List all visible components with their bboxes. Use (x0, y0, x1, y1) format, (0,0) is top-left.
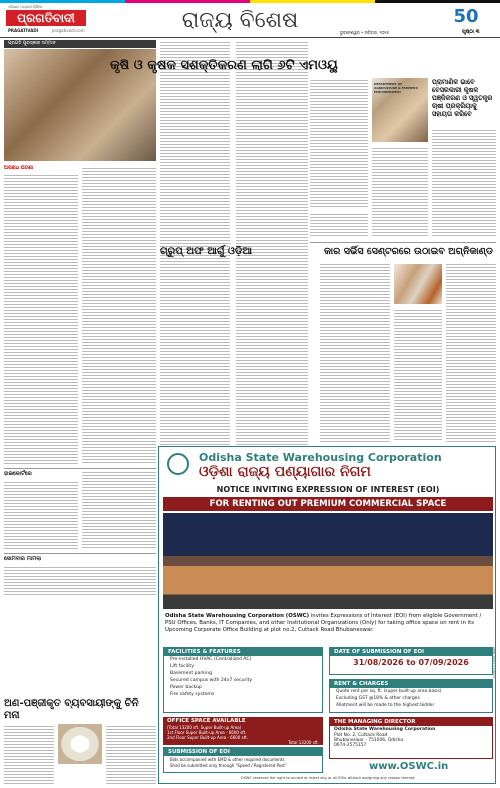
space-floor: 1st Floor (167, 730, 185, 735)
lead-text-b (432, 128, 496, 238)
logo[interactable]: ପ୍ରଗତିବାଦୀ (6, 10, 86, 26)
lead-banner: DEPARTMENT OF AGRICULTURE & FARMERS' EMPOWERMENT (374, 82, 419, 94)
facility-item: Basement parking (170, 671, 213, 676)
space-sub: (Total 13200 sft. Super Built-up Area) (167, 725, 242, 730)
lead-text-d (310, 212, 368, 238)
mid-photo (394, 264, 442, 304)
space-floor: 2nd Floor (167, 735, 186, 740)
ad-body-text: invites Expressions of Interest (EOI) from eligible Government / PSU Offices, Banks, IT Companies, and other Institutional Organizations (Only) for taking office space on rent in its Upcoming Corporate Office Building at plot no.2, Cuttack Road Bhubaneswar. (165, 613, 482, 633)
logo-url: pragativadi.com (52, 28, 85, 33)
submission-item: Bids accompanied with EMD & other required documents (170, 757, 285, 762)
facilities-box (163, 647, 323, 713)
date-range: 31/08/2026 to 07/09/2026 (353, 658, 469, 667)
bottom-text-1 (4, 724, 54, 784)
facility-item: Power backup (170, 685, 202, 690)
left-text-1 (4, 173, 78, 465)
md-line: Odisha State Warehousing Corporation (334, 727, 436, 732)
rent-box (329, 679, 493, 713)
photo-caption-bar: ପ୍ରଗତି ପୁରସ୍କାର ସମ୍ମାନ (4, 40, 156, 48)
date-title: DATE OF SUBMISSION OF EOI (330, 648, 492, 656)
center-text-1 (160, 40, 230, 495)
left-text-3 (4, 480, 78, 550)
subhead-1: ହାଇକୋର୍ଟରେ (4, 471, 32, 477)
section-title: ରାଜ୍ୟ ବିଶେଷ (181, 8, 299, 33)
website[interactable]: www.OSWC.in (369, 761, 449, 772)
facility-item: Secured campus with 24x7 security (170, 678, 253, 683)
md-line: Bhubaneswar - 751006, Odisha (334, 738, 404, 743)
facilities-title: FACILITIES & FEATURES (164, 648, 322, 656)
submission-box (163, 747, 323, 773)
rent-item: Quote rent per sq. ft. (super built-up area basis) (336, 689, 442, 694)
ad-body (165, 613, 491, 634)
mid-left-headline: ଗ୍ରୁପ୍ ଅଫ ଆର୍ଗୁ ଓଡ଼ିଆ (160, 246, 253, 257)
tagline: ଓଡ଼ିଶାର ଅଗ୍ରଣୀ ଦୈନିକ (8, 5, 42, 9)
space-total: 13200 sft. (298, 740, 319, 745)
space-total-label: Total (288, 740, 298, 745)
left-column (4, 40, 156, 730)
masthead (0, 4, 500, 38)
kicker: ଅପରାଧ ଘଟଣା (4, 165, 34, 171)
date-box (329, 647, 493, 675)
mid-text-4 (446, 262, 496, 442)
lead-text-a (310, 78, 368, 208)
bottom-photo (58, 724, 102, 764)
facility-item: Pre-installed HVAC (Centralized AC) (170, 657, 252, 662)
md-line: Plot No. 2, Cuttack Road (334, 733, 388, 738)
rent-title: RENT & CHARGES (330, 680, 492, 688)
notice-title: NOTICE INVITING EXPRESSION OF INTEREST (EOI) (216, 485, 440, 494)
rent-item: Allotment will be made to the highest bidder (336, 703, 435, 708)
lead-photo (372, 78, 428, 142)
center-text-2 (236, 40, 308, 495)
left-text-5 (4, 565, 156, 595)
banner: FOR RENTING OUT PREMIUM COMMERCIAL SPACE (163, 497, 493, 511)
anniversary-number: 50 (453, 6, 479, 27)
space-area: Super Built-up Area - 6600 sft. (185, 730, 247, 735)
space-area: Super Built-up Area - 6600 sft. (187, 735, 248, 740)
mid-text-2 (320, 262, 390, 442)
mid-divider-top (310, 242, 496, 243)
mid-text-3 (394, 308, 442, 442)
subhead-2: ସୋମବାର ମାମଲା (4, 556, 42, 562)
building-photo (163, 513, 493, 609)
bottom-text-2 (106, 724, 156, 784)
md-line: 0674-2575157 (334, 743, 367, 748)
left-text-2 (82, 166, 156, 465)
oswc-ad: Odisha State Warehousing Corporation ଓଡ଼ିଶା ରାଜ୍ୟ ପଣ୍ୟାଗାର ନିଗମ NOTICE INVITING EXPRESSION OF INTEREST (EOI) FOR RENTING OUT PREMIUM COMMERCIAL SPACE Odisha State Warehousing Corporation (OSWC) invites Expressions of Interest (EOI) from eligible Government / PSU Offices, Banks, IT Companies, and other Institutional Organizations (Only) for taking office space on rent in its Upcoming Corporate Office Building at plot no.2, Cuttack Road Bhubaneswar. FACILITIES & FEATURES Pre-installed HVAC (Centralized AC) Lift facility Basement parking Secured campus with 24x7 security Power backup Fire safety systems DATE OF SUBMISSION OF EOI 31/08/2026 to 07/09/2026 RENT & CHARGES Quote rent per sq. ft. (super built-up area basis) Excluding GST @18% & other charges Allotment will be made to the highest bidder OFFICE SPACE AVAILABLE (Total 13200 sft. Super Built-up Area) 1st Floor Super Built-up Area - 6600 sft. 2nd Floor Super Built-up Area - 6600 sft. Total 13200 sft. SUBMISSION OF EOI Bids accompanied with EMD & other required documents Shall be submitted only through "Speed / Registered Post" THE MANAGING DIRECTOR Odisha State Warehousing Corporation Plot No. 2, Cuttack Road Bhubaneswar - 751006, Odisha 0674-2575157 www.OSWC.in OSWC reserves the right to accept or reject any or all EOIs without assigning any reason thereof. OIPR-30011/11/0027 (158, 446, 496, 784)
space-title: OFFICE SPACE AVAILABLE (167, 718, 246, 724)
facility-item: Lift facility (170, 664, 194, 669)
date-line: ଭୁବନେଶ୍ୱର • ରବିବାର, ୨୦୨୬ (340, 30, 389, 35)
org-name-en: Odisha State Warehousing Corporation (199, 451, 442, 464)
space-box (163, 717, 323, 745)
center-column (160, 40, 308, 500)
ad-body-bold: Odisha State Warehousing Corporation (OSWC) (165, 613, 310, 619)
bottom-headline: ଅଣ-ପଞ୍ଜୀକୃତ ବ୍ୟବସାୟୀଙ୍କୁ ଚିନି ମନା (4, 698, 139, 721)
org-name-or: ଓଡ଼ିଶା ରାଜ୍ୟ ପଣ୍ୟାଗାର ନିଗମ (199, 464, 371, 480)
space-total-row (163, 740, 323, 745)
facility-item: Fire safety systems (170, 692, 215, 697)
anniversary-logo (440, 6, 492, 28)
left-text-4 (82, 470, 156, 550)
lead-headline: କୃଷି ଓ କୃଷକ ସଶକ୍ତିକରଣ ଲାଗି ୬ଟି ଏମଓୟୁ (110, 58, 338, 73)
submission-item: Shall be submitted only through "Speed / Registered Post" (170, 763, 287, 768)
md-box (329, 717, 493, 759)
logo-sub: PRAGATIVADI (8, 28, 39, 33)
mid-right-headline: କାର ସର୍ଭିସ ସେଣ୍ଟରରେ ଉଠାଇବ ଅଗ୍ନିକାଣ୍ଡ (324, 246, 493, 257)
lead-text-c (372, 146, 428, 238)
left-divider-2 (4, 553, 156, 554)
oswc-logo-icon (167, 453, 189, 475)
ad-footer: OSWC reserves the right to accept or reject any or all EOIs without assigning any reason thereof. (240, 776, 416, 780)
registration-strip (0, 0, 500, 3)
lead-side-headline: ପ୍ରାମାଣିକ ଭାବେ ବେସରକାରୀ କୃଷକ ପଞ୍ଜିକରଣ ଓ ସ୍ୱତନ୍ତ୍ର ଚାଷୀ ପ୍ରକ୍ରିୟାକୁ ସହାୟତା କରିବେ (432, 78, 493, 118)
page-number: ପୃଷ୍ଠା ୩ (462, 29, 480, 35)
rent-item: Excluding GST @18% & other charges (336, 696, 420, 701)
md-title: THE MANAGING DIRECTOR (330, 718, 492, 726)
left-divider-1 (4, 468, 156, 469)
submission-title: SUBMISSION OF EOI (164, 748, 322, 756)
